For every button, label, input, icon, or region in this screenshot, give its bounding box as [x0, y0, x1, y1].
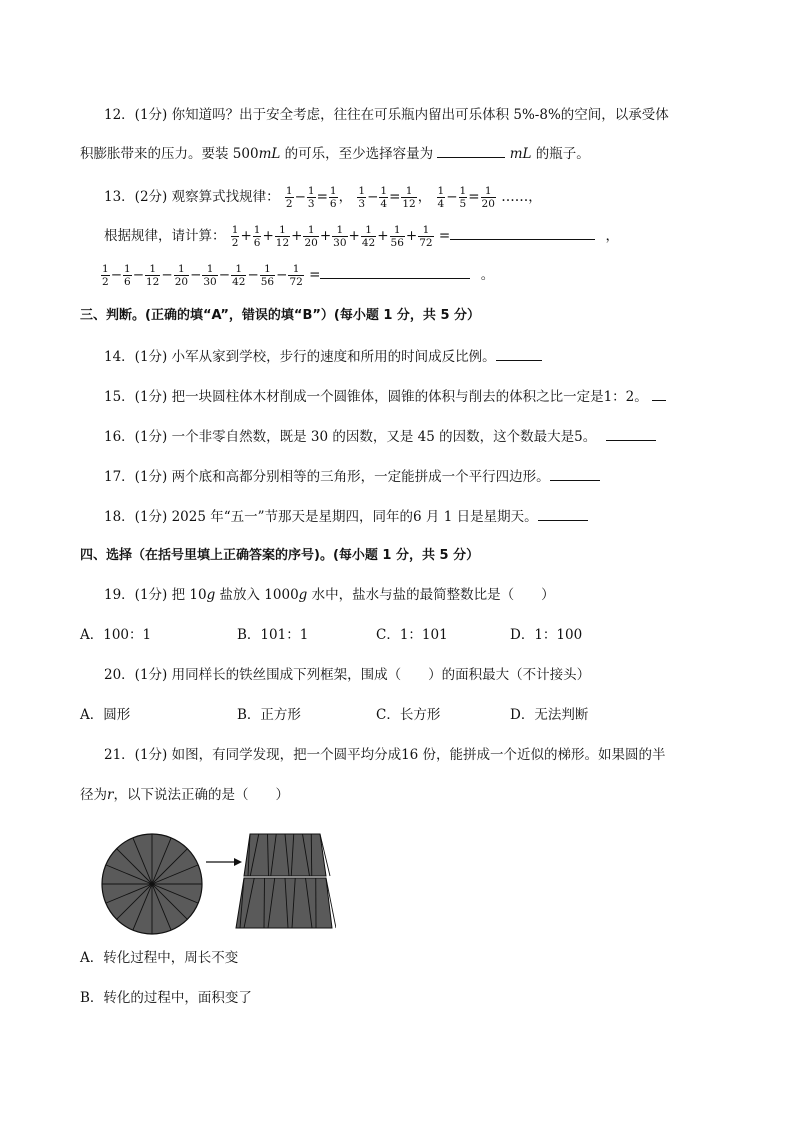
q13-diff-expression: $\frac{1}{2}$ − $\frac{1}{6}$ − $\frac{1}{12}$ − $\frac{1}{20}$ − $\frac{1}{30}$ − $\frac{1}{42}$ − $\frac{1}{56}$ − $\frac{1}{72}$ — [102, 263, 303, 288]
q12-answer-blank[interactable] — [437, 143, 505, 158]
q18 — [104, 506, 588, 527]
q18-text: 18．(1分) 2025 年“五一”节那天是星期四，同年的6 月 1 日是星期天。 — [104, 509, 538, 525]
arrow-icon — [206, 858, 242, 866]
q14-text: 14．(1分) 小军从家到学校，步行的速度和所用的时间成反比例。 — [104, 349, 496, 365]
q20-option-c[interactable]: C．长方形 — [376, 707, 441, 723]
q12-text-a: 积膨胀带来的压力。要装 500 — [80, 146, 259, 162]
q16 — [104, 426, 656, 447]
q13-calc-prefix: 根据规律，请计算： — [104, 228, 226, 244]
q12-text-c: 的瓶子。 — [531, 146, 590, 162]
q15-text: 15．(1分) 把一块圆柱体木材削成一个圆锥体，圆锥的体积与削去的体积之比一定是1：2。 — [104, 389, 648, 405]
q17-text: 17．(1分) 两个底和高都分别相等的三角形，一定能拼成一个平行四边形。 — [104, 469, 550, 485]
q12-unit: mL — [258, 146, 281, 162]
section4-heading: 四、选择（在括号里填上正确答案的序号)。(每小题 1 分，共 5 分） — [80, 548, 480, 563]
q17 — [104, 466, 600, 487]
q13-ellipsis: ……， — [501, 189, 542, 205]
q13-prefix: 13．(2分) 观察算式找规律： — [104, 189, 280, 205]
q13-sum-answer-blank[interactable] — [450, 225, 595, 240]
q20-option-d[interactable]: D．无法判断 — [510, 707, 589, 723]
q13-line3: $\frac{1}{2}$ − $\frac{1}{6}$ − $\frac{1}{12}$ − $\frac{1}{20}$ − $\frac{1}{30}$ − $\frac{1}{42}$ − $\frac{1}{56}$ − $\frac{1}{72}$ = 。 — [102, 263, 495, 288]
section3-heading: 三、判断。(正确的填“A”，错误的填“B”）(每小题 1 分，共 5 分） — [80, 308, 481, 323]
q16-text: 16．(1分) 一个非零自然数，既是 30 的因数，又是 45 的因数，这个数最大是5。 — [104, 429, 597, 445]
q13-example-2: $\frac{1}{3}$ − $\frac{1}{4}$ = $\frac{1}{12}$ ， — [358, 185, 436, 210]
q19-option-b[interactable]: B．101：1 — [237, 627, 309, 643]
q19-option-a[interactable]: A．100：1 — [80, 627, 152, 643]
q19-stem: 19．(1分) 把 10g 盐放入 1000g 水中，盐水与盐的最简整数比是（ ） — [104, 587, 555, 603]
q20-option-b[interactable]: B．正方形 — [237, 707, 301, 723]
q16-answer-blank[interactable] — [606, 426, 656, 441]
q21-option-b[interactable]: B．转化的过程中，面积变了 — [80, 990, 252, 1006]
q20-stem: 20．(1分) 用同样长的铁丝围成下列框架，围成（ ）的面积最大（不计接头） — [104, 667, 591, 683]
q12-line2 — [80, 143, 590, 164]
q15 — [104, 386, 666, 407]
q21-line1: 21．(1分) 如图，有同学发现，把一个圆平均分成16 份，能拼成一个近似的梯形。如果圆的半 — [104, 747, 666, 763]
q21-figure — [96, 826, 336, 936]
q15-answer-blank[interactable] — [652, 386, 666, 401]
q21-option-a[interactable]: A．转化过程中，周长不变 — [80, 950, 239, 966]
q13-period: 。 — [480, 267, 495, 283]
q18-answer-blank[interactable] — [538, 506, 588, 521]
q13-example-3: $\frac{1}{4}$ − $\frac{1}{5}$ = $\frac{1}{20}$ — [437, 185, 495, 210]
q14-answer-blank[interactable] — [496, 346, 542, 361]
q13-line2: 根据规律，请计算： $\frac{1}{2}$ + $\frac{1}{6}$ + $\frac{1}{12}$ + $\frac{1}{20}$ + $\frac{1}{30}$ + $\frac{1}{42}$ + $\frac{1}{56}$ + $\frac{1}{72}$ = ， — [104, 224, 620, 249]
q19-option-c[interactable]: C．1：101 — [376, 627, 448, 643]
q13-diff-answer-blank[interactable] — [320, 264, 470, 279]
q14 — [104, 346, 542, 367]
q19-option-d[interactable]: D．1：100 — [510, 627, 583, 643]
q13-comma: ， — [605, 228, 620, 244]
q13-line1 — [104, 183, 542, 211]
q12-text-b: 的可乐，至少选择容量为 — [280, 146, 438, 162]
trapezoid-sector-line — [264, 878, 265, 928]
q13-sum-expression: $\frac{1}{2}$ + $\frac{1}{6}$ + $\frac{1}{12}$ + $\frac{1}{20}$ + $\frac{1}{30}$ + $\frac{1}{42}$ + $\frac{1}{56}$ + $\frac{1}{72}$ — [231, 224, 433, 249]
q20-option-a[interactable]: A．圆形 — [80, 707, 131, 723]
approx-trapezoid — [236, 834, 336, 928]
q12-unit-2: mL — [509, 146, 532, 162]
trapezoid-sector-line — [311, 834, 312, 876]
divided-circle — [102, 834, 202, 934]
q12-line1: 12．(1分) 你知道吗？出于安全考虑，往往在可乐瓶内留出可乐体积 5%-8%的空间，以承受体 — [104, 107, 669, 123]
q17-answer-blank[interactable] — [550, 466, 600, 481]
q13-example-1: $\frac{1}{2}$ − $\frac{1}{3}$ = $\frac{1}{6}$ ， — [285, 185, 357, 210]
q21-line2: 径为r，以下说法正确的是（ ） — [80, 787, 289, 803]
